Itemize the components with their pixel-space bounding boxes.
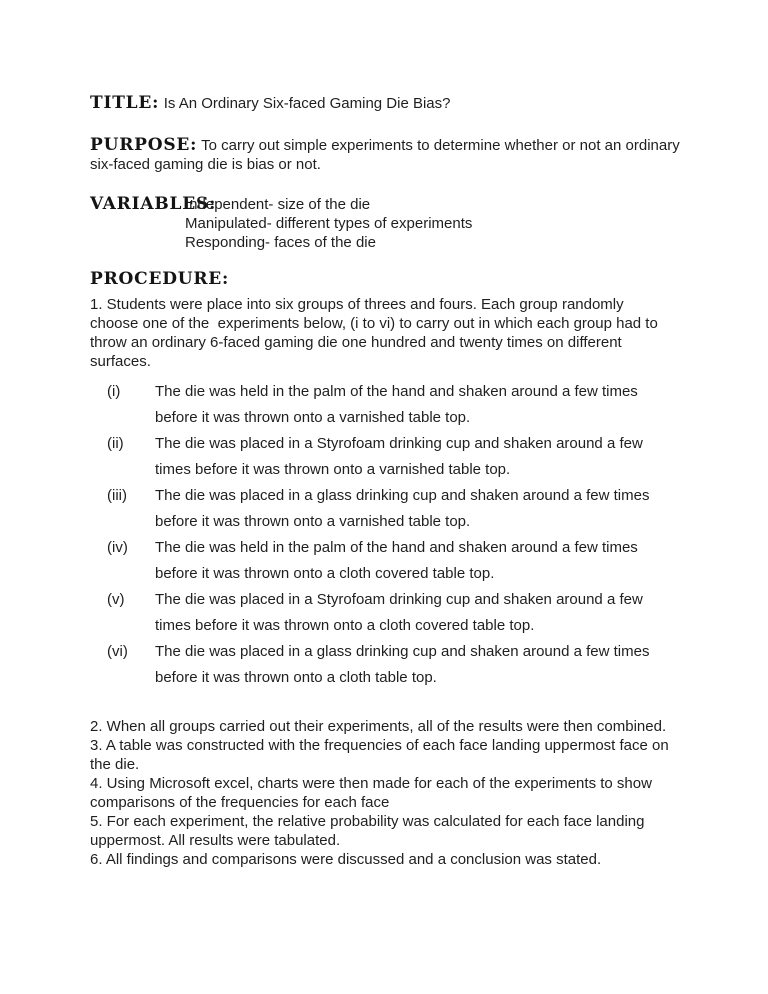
procedure-step-6: 6. All findings and comparisons were discussed and a conclusion was stated. — [90, 851, 602, 868]
variables-section — [90, 194, 702, 252]
experiment-numeral: (iii) — [107, 487, 127, 504]
experiment-numeral: (iv) — [107, 539, 128, 556]
procedure-step-2: 2. When all groups carried out their experiments, all of the results were then combined. — [90, 718, 667, 735]
experiment-numeral: (vi) — [107, 643, 128, 660]
variable-independent: Independent- size of the die — [185, 196, 371, 213]
purpose-text-line-2: six-faced gaming die is bias or not. — [90, 156, 321, 173]
document-content — [90, 93, 702, 869]
experiment-text: The die was placed in a Styrofoam drinking cup and shaken around a few times before it was thrown onto a cloth covered table top. — [155, 591, 643, 634]
experiment-text: The die was placed in a glass drinking cup and shaken around a few times before it was thrown onto a cloth table top. — [155, 643, 650, 686]
variables-label: VARIABLES: — [90, 194, 217, 214]
procedure-heading — [90, 267, 702, 289]
variable-responding: Responding- faces of the die — [185, 234, 376, 251]
procedure-step-1-line: surfaces. — [90, 353, 151, 370]
experiment-text: The die was placed in a Styrofoam drinking cup and shaken around a few times before it was thrown onto a varnished table top. — [155, 435, 643, 478]
procedure-step-4: 4. Using Microsoft excel, charts were then made for each of the experiments to show comparisons of the frequencies for each face — [90, 775, 652, 811]
experiment-list — [90, 379, 702, 691]
procedure-step-5: 5. For each experiment, the relative probability was calculated for each face landing uppermost. All results were tabulated. — [90, 813, 645, 849]
experiment-text: The die was held in the palm of the hand and shaken around a few times before it was thrown onto a varnished table top. — [155, 383, 638, 426]
procedure-step-1-line: throw an ordinary 6-faced gaming die one hundred and twenty times on different — [90, 334, 622, 351]
experiment-item-vi — [90, 639, 702, 691]
experiment-numeral: (ii) — [107, 435, 124, 452]
experiment-item-v — [90, 587, 702, 639]
procedure-steps — [90, 717, 702, 869]
procedure-label: PROCEDURE: — [90, 269, 230, 289]
experiment-numeral: (i) — [107, 383, 121, 400]
purpose-section — [90, 136, 702, 174]
variable-manipulated: Manipulated- different types of experiments — [185, 215, 473, 232]
purpose-label: PURPOSE: — [90, 135, 198, 155]
title-text: Is An Ordinary Six-faced Gaming Die Bias? — [163, 95, 451, 112]
experiment-numeral: (v) — [107, 591, 125, 608]
title-section — [90, 93, 702, 114]
purpose-text-line-1: To carry out simple experiments to determine whether or not an ordinary — [201, 137, 680, 154]
experiment-item-iii — [90, 483, 702, 535]
experiment-item-iv — [90, 535, 702, 587]
experiment-text: The die was held in the palm of the hand and shaken around a few times before it was thrown onto a cloth covered table top. — [155, 539, 638, 582]
title-label: TITLE: — [90, 93, 160, 113]
variables-list — [185, 194, 472, 252]
experiment-item-ii — [90, 431, 702, 483]
procedure-step-1-line: 1. Students were place into six groups of threes and fours. Each group randomly — [90, 296, 624, 313]
experiment-text: The die was placed in a glass drinking cup and shaken around a few times before it was thrown onto a varnished table top. — [155, 487, 650, 530]
procedure-step-1 — [90, 295, 702, 371]
experiment-item-i — [90, 379, 702, 431]
procedure-step-3: 3. A table was constructed with the frequencies of each face landing uppermost face on the die. — [90, 737, 669, 773]
procedure-step-1-line: choose one of the experiments below, (i to vi) to carry out in which each group had to — [90, 315, 658, 332]
